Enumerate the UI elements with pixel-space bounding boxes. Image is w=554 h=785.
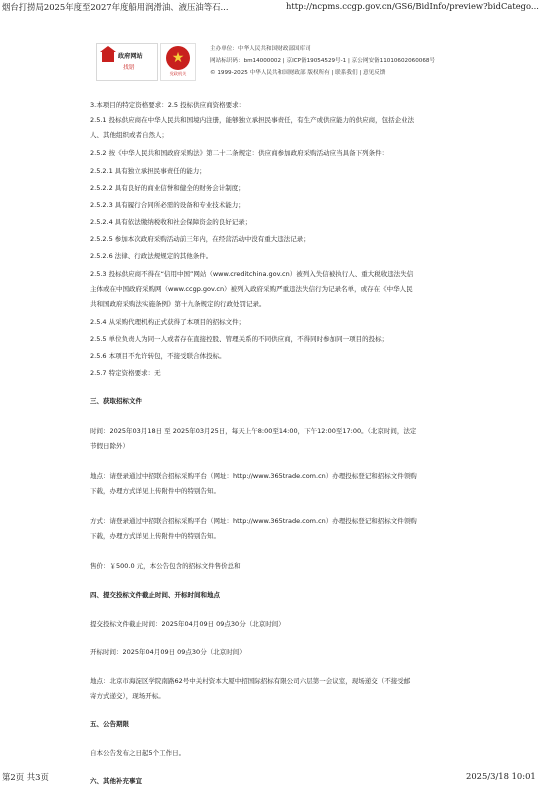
report-error-logo[interactable] xyxy=(96,43,158,81)
print-header xyxy=(0,0,554,14)
section-heading: 五、公告期限 xyxy=(90,720,129,728)
content-line: 主体或在中国政府采购网（www.ccgp.gov.cn）被列入政府采购严重违法失信行为记录名单，或存在《中华人民 xyxy=(90,285,413,293)
content-line: 寄方式递交），现场开标。 xyxy=(90,692,165,700)
content-line: 2.5.4 从采购代理机构正式获得了本项目的招标文件； xyxy=(90,318,246,326)
content-line: 开标时间：2025年04月09日 09点30分（北京时间） xyxy=(90,648,246,656)
print-date: 2025/3/18 10:01 xyxy=(466,771,536,781)
content-line: 自本公告发布之日起5个工作日。 xyxy=(90,749,186,757)
content-line: 节假日除外） xyxy=(90,442,129,450)
content-line: 2.5.7 特定资格要求：无 xyxy=(90,369,161,377)
print-footer xyxy=(0,771,554,783)
content-line: 售价：￥500.0 元，本公告包含的招标文件售价总和 xyxy=(90,562,241,570)
content-line: 下载，办理方式详见上传附件中的特别告知。 xyxy=(90,532,220,540)
content-line: 2.5.1 投标供应商在中华人民共和国境内注册，能够独立承担民事责任，有生产或供应能力的供应商，包括企业法 xyxy=(90,116,415,124)
content-line: 2.5.2.4 具有依法缴纳税收和社会保障资金的良好记录； xyxy=(90,218,252,226)
party-government-emblem[interactable] xyxy=(160,43,196,81)
emblem-icon: ★ xyxy=(166,46,190,70)
house-icon xyxy=(102,52,114,62)
content-line: 方式：请登录通过中招联合招标采购平台（网址：http://www.365trade.com.cn）办理投标登记和招标文件领购 xyxy=(90,517,417,525)
content-line: 2.5.2.2 具有良好的商业信誉和健全的财务会计制度； xyxy=(90,184,245,192)
content-line: 时间：2025年03月18日 至 2025年03月25日，每天上午8:00至14:00，下午12:00至17:00。（北京时间，法定 xyxy=(90,427,417,435)
logo-main-text: 政府网站 xyxy=(118,53,143,60)
content-line: 提交投标文件截止时间：2025年04月09日 09点30分（北京时间） xyxy=(90,620,285,628)
content-line: 2.5.2 按《中华人民共和国政府采购法》第二十二条规定：供应商参加政府采购活动应当具备下列条件： xyxy=(90,149,389,157)
content-line: 2.5.2.3 具有履行合同所必需的设备和专业技术能力； xyxy=(90,201,245,209)
emblem-label: 党政机关 xyxy=(169,71,187,76)
content-line: 2.5.3 投标供应商不得在“信用中国”网站（www.creditchina.gov.cn）被列入失信被执行人、重大税收违法失信 xyxy=(90,270,414,278)
content-line: 共和国政府采购法实施条例》第十九条规定的行政处罚记录。 xyxy=(90,300,266,308)
content-line: 2.5.2.5 参加本次政府采购活动前三年内，在经营活动中没有重大违法记录； xyxy=(90,235,310,243)
section-heading: 六、其他补充事宜 xyxy=(90,777,142,785)
content-line: 2.5.5 单位负责人为同一人或者存在直接控股、管理关系的不同供应商，不得同时参加同一项目的投标； xyxy=(90,335,389,343)
site-meta-line: © 1999-2025 中华人民共和国财政部 版权所有 | 联系我们 | 意见反馈 xyxy=(210,70,386,76)
page-number: 第2页 共3页 xyxy=(2,772,49,782)
print-header-title: 烟台打捞局2025年度至2027年度船用润滑油、液压油等石... xyxy=(2,2,229,12)
content-line: 地点：北京市海淀区学院南路62号中关村资本大厦中招国际招标有限公司六层第一会议室，现场递交（不接受邮 xyxy=(90,677,411,685)
site-meta-line: 网站标识码：bm14000002 | 京ICP备19054529号-1 | 京公网安备11010602060068号 xyxy=(210,58,436,64)
content-line: 下载，办理方式详见上传附件中的特别告知。 xyxy=(90,487,220,495)
content-line: 3.本项目的特定资格要求：2.5 投标供应商资格要求： xyxy=(90,101,246,109)
content-line: 2.5.2.6 法律、行政法规规定的其他条件。 xyxy=(90,252,213,260)
site-meta xyxy=(210,43,435,79)
content-line: 2.5.2.1 具有独立承担民事责任的能力； xyxy=(90,167,206,175)
print-header-url: http://ncpms.ccgp.gov.cn/GS6/BidInfo/preview?bidCatego... xyxy=(286,1,539,11)
section-heading: 四、提交投标文件截止时间、开标时间和地点 xyxy=(90,591,220,599)
content-line: 人、其他组织或者自然人； xyxy=(90,131,168,139)
site-header xyxy=(96,43,496,85)
site-meta-line: 主办单位：中华人民共和国财政部国库司 xyxy=(210,46,311,52)
section-heading: 三、获取招标文件 xyxy=(90,397,142,405)
logo-sub-text: 找错 xyxy=(123,65,135,71)
content-line: 2.5.6 本项目不允许转包，不接受联合体投标。 xyxy=(90,352,226,360)
content-line: 地点：请登录通过中招联合招标采购平台（网址：http://www.365trade.com.cn）办理投标登记和招标文件领购 xyxy=(90,472,417,480)
